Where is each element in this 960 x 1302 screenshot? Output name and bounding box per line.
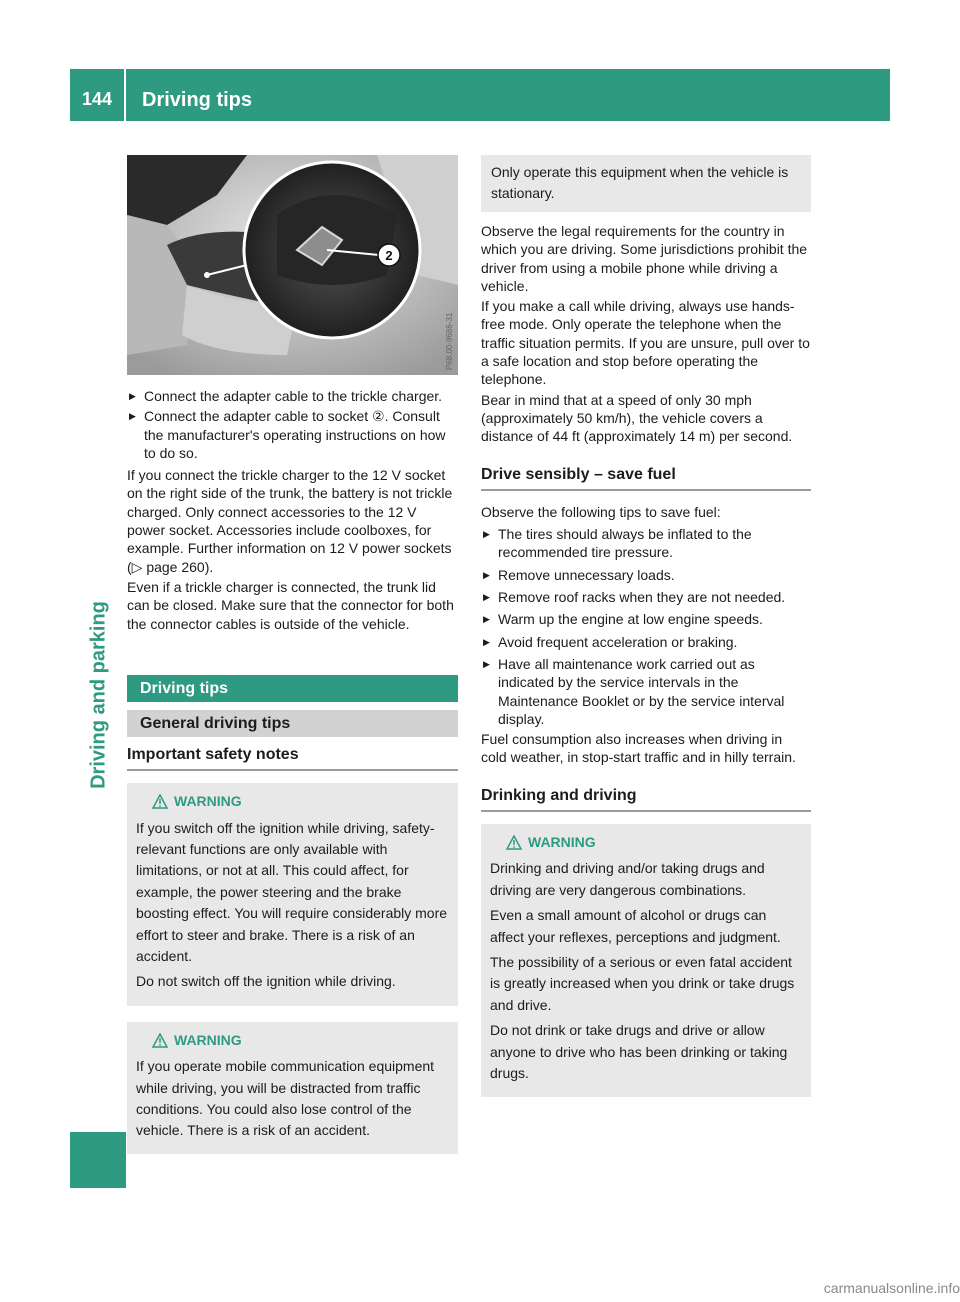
warning-triangle-icon (506, 835, 522, 850)
side-tab-marker (70, 1132, 126, 1188)
warning-text: Do not switch off the ignition while driving. (136, 973, 396, 990)
warning-triangle-icon (152, 794, 168, 809)
warning-text: If you switch off the ignition while driving, safety-relevant functions are only available with limitations, or not at all. This could affect, for example, the power steering and the brake boosting effect. You will require considerably more effort to steer and brake. There is a risk of an accident. (136, 819, 448, 964)
paragraph: If you make a call while driving, always use hands-free mode. Only operate the telephone when the traffic situation permits. If you are unsure, pull over to a safe location and stop before operating the telephone. (481, 298, 810, 388)
warning-box (127, 1022, 458, 1154)
step-item: ▶ Connect the adapter cable to socket ②. Consult the manufacturer's operating instructions on how to do so. (127, 407, 458, 462)
page-number: 144 (70, 69, 126, 121)
subsection-heading: General driving tips (127, 710, 458, 737)
warning-title: WARNING (490, 832, 802, 853)
warning-triangle-icon (152, 1033, 168, 1048)
trunk-illustration (127, 155, 458, 375)
page-title: Driving tips (142, 89, 253, 111)
step-item: ▶ Connect the adapter cable to the trickle charger. (127, 387, 458, 405)
tip-item: ▶ Remove unnecessary loads. (481, 566, 811, 584)
paragraph: Fuel consumption also increases when driving in cold weather, in stop-start traffic and in hilly terrain. (481, 731, 796, 766)
tip-item: ▶ Remove roof racks when they are not needed. (481, 588, 811, 606)
warning-box (127, 783, 458, 1006)
tip-item: ▶ Have all maintenance work carried out as indicated by the service intervals in the Maintenance Booklet or by the service interval display. (481, 655, 811, 728)
tip-item: ▶ Warm up the engine at low engine speeds. (481, 610, 811, 628)
info-box: Only operate this equipment when the vehicle is stationary. (481, 155, 811, 212)
paragraph: Observe the legal requirements for the country in which you are driving. Some jurisdictions prohibit the driver from using a mobile phone while driving a vehicle. (481, 223, 808, 294)
paragraph: Observe the following tips to save fuel: (481, 503, 721, 520)
side-tab-label: Driving and parking (87, 601, 110, 789)
warning-title: WARNING (136, 791, 449, 812)
subheading: Drive sensibly – save fuel (481, 466, 811, 491)
trunk-socket-photo (127, 155, 458, 375)
warning-text: Do not drink or take drugs and drive or allow anyone to drive who has been drinking or taking drugs. (490, 1022, 788, 1082)
subheading: Important safety notes (127, 746, 458, 771)
warning-text: Drinking and driving and/or taking drugs and driving are very dangerous combinations. (490, 860, 765, 898)
paragraph: Even if a trickle charger is connected, the trunk lid can be closed. Make sure that the connector for both the connector cables is outside of the vehicle. (127, 578, 454, 632)
subheading: Drinking and driving (481, 787, 811, 812)
paragraph: Bear in mind that at a speed of only 30 mph (approximately 50 km/h), the vehicle covers a distance of 44 ft (approximately 14 m) per second. (481, 391, 793, 445)
watermark: carmanualsonline.info (823, 1280, 960, 1296)
tip-item: ▶ Avoid frequent acceleration or braking. (481, 633, 811, 651)
warning-title: WARNING (136, 1030, 449, 1051)
warning-text: If you operate mobile communication equipment while driving, you will be distracted from traffic conditions. You could also lose control of the vehicle. There is a risk of an accident. (136, 1058, 435, 1139)
warning-text: The possibility of a serious or even fatal accident is greatly increased when you drink or take drugs and drive. (490, 954, 795, 1013)
paragraph: If you connect the trickle charger to the 12 V socket on the right side of the trunk, the battery is not trickle charged. Only connect accessories to the 12 V power socket. Accessories include coolboxes, for example. Further information on 12 V power sockets (▷ page 260). (127, 467, 453, 575)
section-heading: Driving tips (127, 675, 458, 702)
warning-box (481, 824, 811, 1097)
callout-number: 2 (385, 248, 393, 263)
tip-item: ▶ The tires should always be inflated to the recommended tire pressure. (481, 525, 811, 562)
warning-text: Even a small amount of alcohol or drugs can affect your reflexes, perceptions and judgment. (490, 907, 781, 945)
figure-code: P68.00-9686-31 (445, 312, 454, 370)
right-column (481, 155, 811, 1113)
left-column (127, 155, 458, 1170)
